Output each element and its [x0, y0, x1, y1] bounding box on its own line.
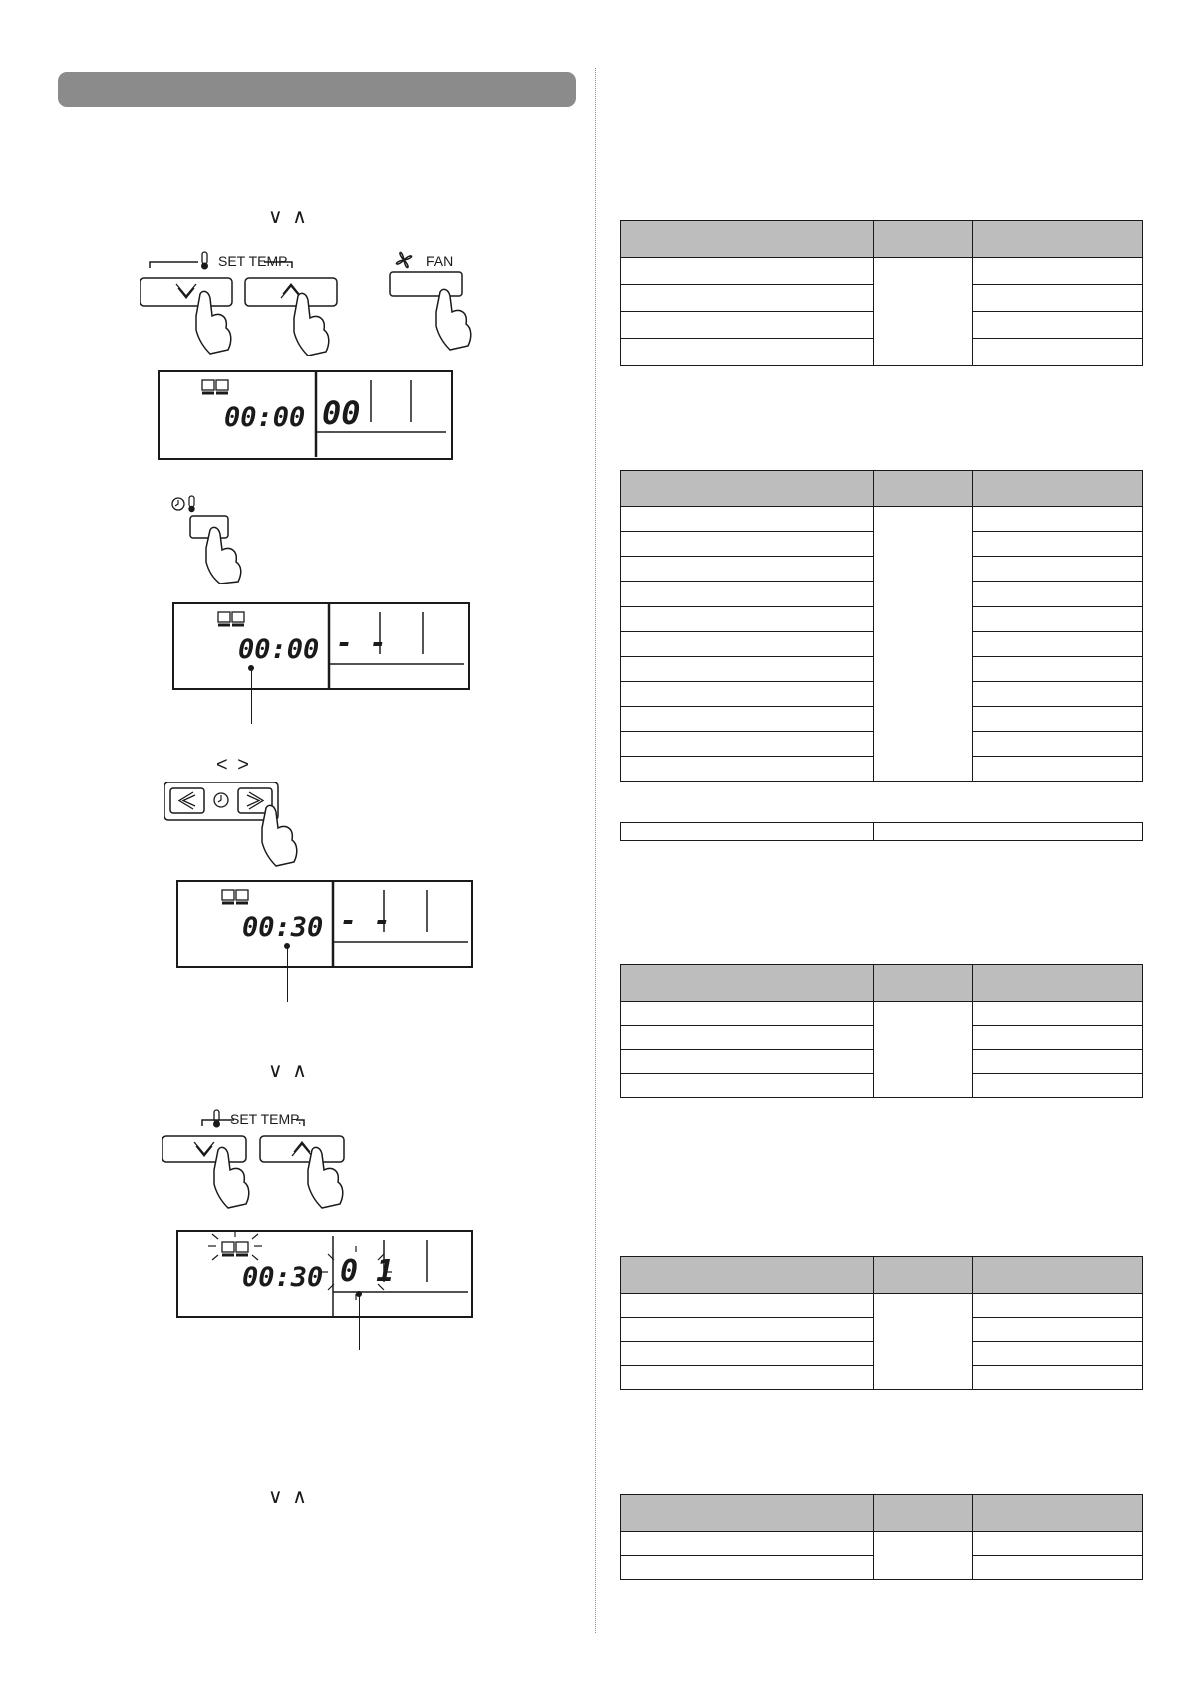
timer-nav-icon [164, 782, 324, 872]
table-row [621, 1294, 1143, 1318]
set-temp-label: SET TEMP. [230, 1111, 302, 1127]
table-row [621, 258, 1143, 285]
spec-table-note [620, 822, 1143, 841]
down-up-arrows-label: ∨ ∧ [268, 206, 309, 228]
table-row [621, 823, 1143, 841]
lcd-1-code: 00 [322, 394, 361, 432]
section-header-bar [58, 72, 576, 107]
callout-leader-line [359, 1294, 360, 1350]
spec-table-4 [620, 1256, 1143, 1390]
lcd-4-code: 0 1 [340, 1254, 395, 1289]
callout-leader-line [251, 668, 252, 724]
table-row [621, 1532, 1143, 1556]
set-temp-label: SET TEMP. [218, 253, 290, 269]
table-header-row [621, 1257, 1143, 1294]
spec-table-1 [620, 220, 1143, 366]
fan-label: FAN [426, 253, 454, 269]
lcd-display-2 [172, 602, 470, 690]
lcd-segments-blinking-icon [178, 1232, 471, 1316]
timer-nav-buttons-illustration [164, 782, 324, 872]
table-header-row [621, 471, 1143, 507]
lcd-display-1 [158, 370, 453, 460]
left-right-arrows-label: < > [216, 754, 251, 776]
callout-leader-line [287, 946, 288, 1002]
lcd-display-3 [176, 880, 473, 968]
spec-table-3 [620, 964, 1143, 1098]
table-row [621, 507, 1143, 532]
lcd-1-clock: 00:00 [224, 402, 306, 433]
lcd-4-clock: 00:30 [242, 1262, 324, 1293]
table-header-row [621, 965, 1143, 1002]
spec-table-2 [620, 470, 1143, 782]
lcd-segments-icon [178, 882, 471, 966]
lcd-3-clock: 00:30 [242, 912, 324, 943]
set-temp-buttons-illustration [140, 246, 500, 356]
table-row [621, 1002, 1143, 1026]
lcd-3-code: - - [340, 904, 391, 937]
lcd-display-4 [176, 1230, 473, 1318]
timer-thermometer-icon [168, 494, 268, 584]
spec-table-5 [620, 1494, 1143, 1580]
down-up-arrows-label: ∨ ∧ [268, 1486, 309, 1508]
lcd-segments-icon [174, 604, 468, 688]
table-header-row [621, 221, 1143, 258]
set-temp-buttons-illustration [162, 1104, 402, 1210]
table-header-row [621, 1495, 1143, 1532]
timer-temp-button-illustration [168, 494, 268, 584]
down-up-arrows-label: ∨ ∧ [268, 1060, 309, 1082]
column-divider [595, 68, 596, 1633]
lcd-2-code: - - [336, 626, 387, 659]
lcd-2-clock: 00:00 [238, 634, 320, 665]
